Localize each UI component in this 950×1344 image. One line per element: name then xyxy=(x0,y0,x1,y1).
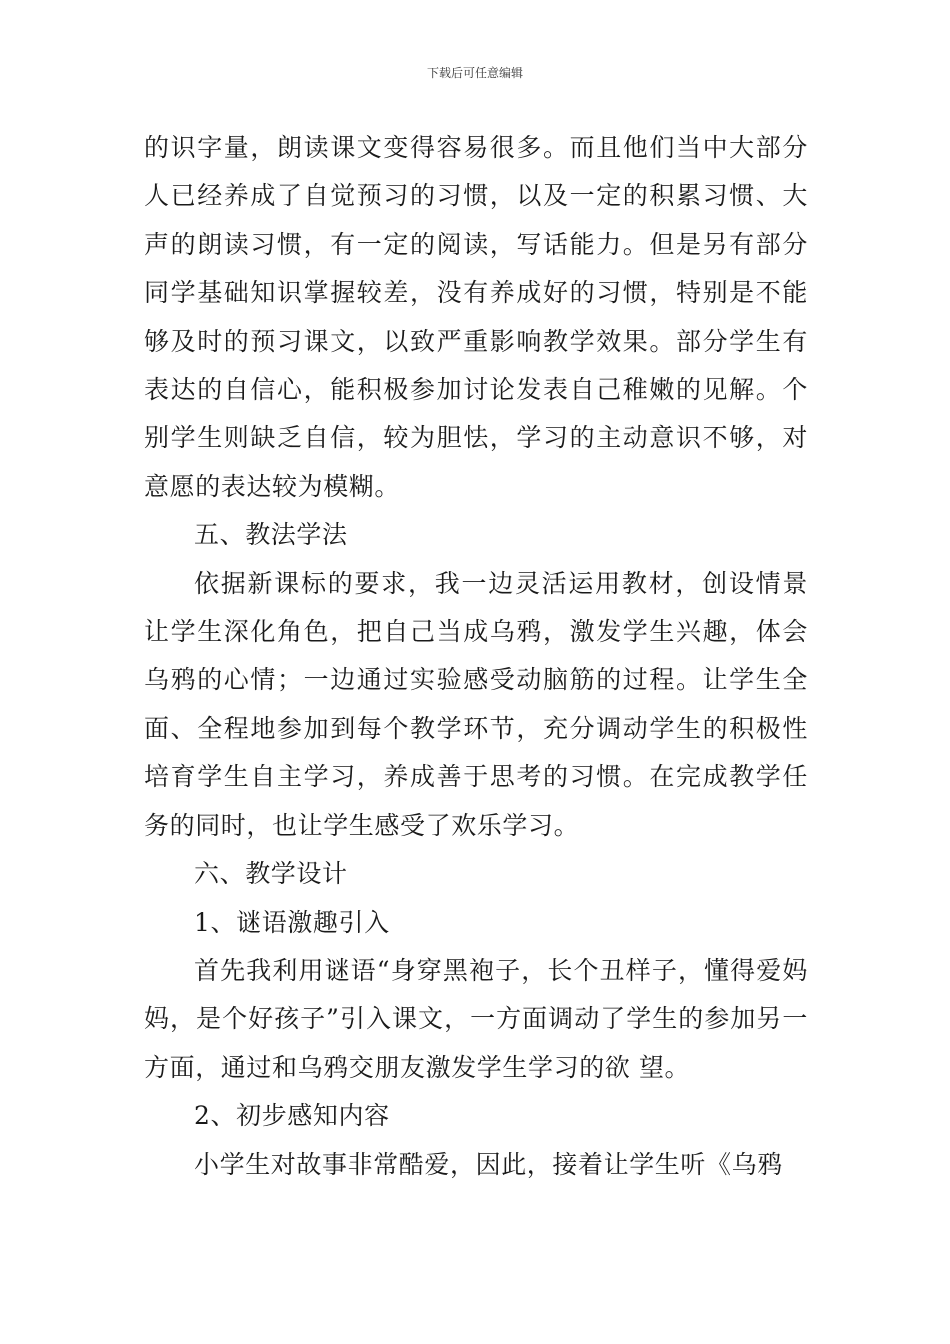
page-header: 下载后可任意编辑 xyxy=(426,66,523,80)
paragraph-student-analysis: 的识字量，朗读课文变得容易很多。而且他们当中大部分人已经养成了自觉预习的习惯，以及一定的积累习惯、大声的朗读习惯，有一定的阅读，写话能力。但是另有部分同学基础知识掌握较差，没有养成好的习惯，特别是不能够及时的预习课文，以致严重影响教学效果。部分学生有表达的自信心，能积极参加讨论发表自己稚嫩的见解。个别学生则缺乏自信，较为胆怯，学习的主动意识不够，对意愿的表达较为模糊。 xyxy=(144,133,808,501)
subheading-initial-perception: 2、初步感知内容 xyxy=(194,1101,390,1131)
heading-teaching-design: 六、教学设计 xyxy=(194,859,348,889)
paragraph-teaching-methods: 依据新课标的要求，我一边灵活运用教材，创设情景让学生深化角色，把自己当成乌鸦，激发学生兴趣，体会乌鸦的心情；一边通过实验感受动脑筋的过程。让学生全面、全程地参加到每个教学环节，充分调动学生的积极性培育学生自主学习，养成善于思考的习惯。在完成教学任务的同时，也让学生感受了欢乐学习。 xyxy=(144,568,808,840)
paragraph-initial-perception: 小学生对故事非常酷爱，因此，接着让学生听《乌鸦 xyxy=(194,1149,783,1179)
subheading-riddle-intro: 1、谜语激趣引入 xyxy=(194,907,390,937)
document-body xyxy=(144,124,808,1189)
paragraph-riddle-intro: 首先我利用谜语“身穿黑袍子，长个丑样子，懂得爱妈妈，是个好孩子”引入课文，一方面调动了学生的参加另一方面，通过和乌鸦交朋友激发学生学习的欲 望。 xyxy=(144,955,808,1082)
heading-teaching-methods: 五、教法学法 xyxy=(194,520,348,550)
